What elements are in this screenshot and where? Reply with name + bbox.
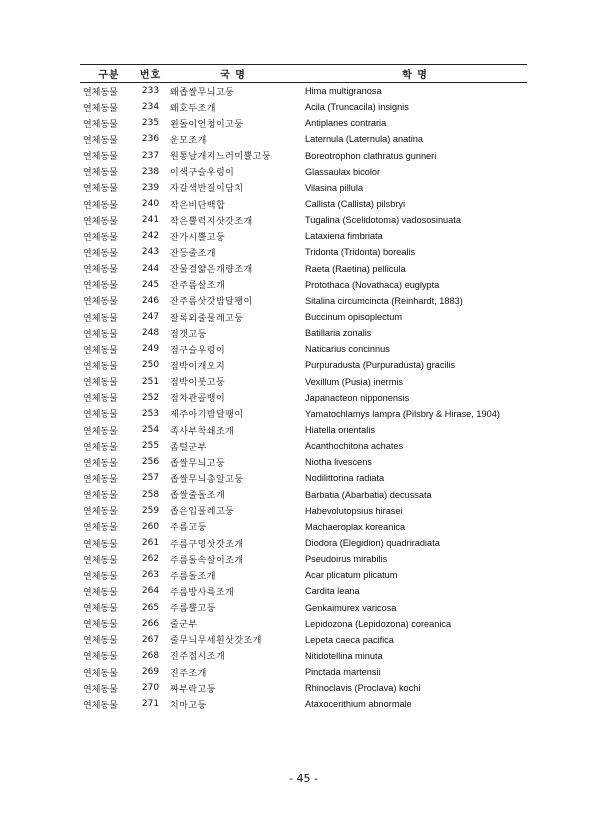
cell-category: 연체동물: [83, 636, 118, 647]
cell-category: 연체동물: [83, 426, 118, 437]
cell-number: 250: [141, 360, 160, 371]
cell-korean-name: 점박이개오지: [170, 361, 226, 372]
cell-scientific-name: Protothaca (Novathaca) euglypta: [305, 279, 440, 290]
cell-korean-name: 잔물결얇은개량조개: [170, 265, 253, 276]
cell-scientific-name: Acar plicatum plicatum: [305, 570, 398, 581]
cell-korean-name: 좁쌀줄돌조개: [170, 491, 226, 502]
cell-korean-name: 제주아기밤달팽이: [170, 410, 244, 421]
table-row: [80, 180, 527, 196]
cell-number: 266: [141, 618, 160, 629]
cell-korean-name: 좁은입물레고둥: [170, 507, 235, 518]
cell-scientific-name: Callista (Callista) pilsbryi: [305, 199, 406, 210]
cell-category: 연체동물: [83, 668, 118, 679]
table-row: [80, 309, 527, 325]
cell-number: 264: [141, 586, 160, 597]
cell-number: 235: [141, 118, 160, 129]
cell-category: 연체동물: [83, 620, 118, 631]
cell-korean-name: 작은비단백합: [170, 200, 226, 211]
cell-korean-name: 진주조개: [170, 668, 207, 679]
cell-korean-name: 줄군부: [170, 620, 198, 631]
cell-number: 265: [141, 602, 160, 613]
table-row: [80, 583, 527, 599]
table-row: [80, 357, 527, 373]
cell-number: 245: [141, 279, 160, 290]
page-number: - 45 -: [289, 772, 318, 785]
cell-number: 253: [141, 408, 160, 419]
cell-scientific-name: Batillaria zonalis: [305, 328, 372, 339]
cell-category: 연체동물: [83, 103, 118, 114]
cell-category: 연체동물: [83, 248, 118, 259]
cell-category: 연체동물: [83, 87, 118, 98]
cell-korean-name: 치마고둥: [170, 700, 207, 711]
header-number: 번호: [138, 65, 163, 83]
cell-number: 249: [141, 344, 160, 355]
cell-category: 연체동물: [83, 555, 118, 566]
cell-scientific-name: Laternula (Laternula) anatina: [305, 134, 423, 145]
cell-category: 연체동물: [83, 297, 118, 308]
table-row: [80, 454, 527, 470]
cell-category: 연체동물: [83, 361, 118, 372]
table-row: [80, 164, 527, 180]
cell-number: 258: [141, 489, 160, 500]
cell-category: 연체동물: [83, 168, 118, 179]
table-row: [80, 228, 527, 244]
cell-number: 238: [141, 166, 160, 177]
cell-scientific-name: Buccinum opisoplectum: [305, 312, 403, 323]
table-row: [80, 131, 527, 147]
table-row: [80, 648, 527, 664]
cell-scientific-name: Sitalina circumcincta (Reinhardt, 1883): [305, 295, 463, 306]
cell-scientific-name: Naticarius concinnus: [305, 344, 390, 355]
cell-number: 254: [141, 425, 160, 436]
cell-category: 연체동물: [83, 474, 118, 485]
cell-korean-name: 주름돌속살이조개: [170, 555, 244, 566]
cell-category: 연체동물: [83, 119, 118, 130]
cell-number: 267: [141, 634, 160, 645]
cell-korean-name: 점박이붓고둥: [170, 378, 226, 389]
cell-number: 261: [141, 538, 160, 548]
cell-korean-name: 주름고둥: [170, 523, 207, 534]
cell-scientific-name: Antiplanes contraria: [305, 118, 387, 129]
cell-category: 연체동물: [83, 587, 118, 598]
cell-category: 연체동물: [83, 232, 118, 243]
cell-korean-name: 자갈색반질이담치: [170, 184, 244, 195]
table-row: [80, 680, 527, 696]
cell-category: 연체동물: [83, 184, 118, 195]
table-header: [80, 65, 527, 83]
cell-korean-name: 점구슬우렁이: [170, 345, 226, 356]
cell-category: 연체동물: [83, 410, 118, 421]
cell-scientific-name: Purpuradusta (Purpuradusta) gracilis: [305, 360, 456, 371]
cell-korean-name: 주름돌조개: [170, 571, 216, 582]
cell-scientific-name: Raeta (Raetina) pellicula: [305, 263, 406, 274]
cell-category: 연체동물: [83, 684, 118, 695]
table-row: [80, 632, 527, 648]
cell-korean-name: 점차관골뱅이: [170, 394, 226, 405]
cell-category: 연체동물: [83, 281, 118, 292]
cell-korean-name: 주름방사륵조개: [170, 587, 235, 598]
cell-korean-name: 잔가시뿔고둥: [170, 232, 226, 243]
cell-category: 연체동물: [83, 394, 118, 405]
table-body: [80, 83, 527, 713]
cell-category: 연체동물: [83, 507, 118, 518]
header-category: 구분: [80, 65, 138, 83]
table-row: [80, 438, 527, 454]
table-row: [80, 244, 527, 260]
cell-korean-name: 진주접시조개: [170, 652, 226, 663]
cell-number: 260: [141, 521, 160, 532]
cell-korean-name: 왜호두조개: [170, 103, 216, 114]
cell-korean-name: 왜좁쌀무늬고둥: [170, 87, 235, 98]
cell-scientific-name: Cardita leana: [305, 586, 360, 597]
cell-scientific-name: Hima multigranosa: [305, 86, 382, 97]
cell-scientific-name: Tugalina (Scelidotoma) vadososinuata: [305, 215, 461, 226]
table-row: [80, 293, 527, 309]
cell-scientific-name: Lepidozona (Lepidozona) coreanica: [305, 618, 452, 629]
cell-number: 237: [141, 150, 160, 161]
cell-scientific-name: Diodora (Elegidion) quadriradiata: [305, 538, 440, 548]
table-row: [80, 535, 527, 551]
cell-category: 연체동물: [83, 442, 118, 453]
cell-number: 263: [141, 570, 160, 581]
cell-korean-name: 점갯고둥: [170, 329, 207, 340]
table-row: [80, 325, 527, 341]
table-row: [80, 503, 527, 519]
cell-category: 연체동물: [83, 571, 118, 582]
cell-scientific-name: Nodilittorina radiata: [305, 473, 385, 484]
cell-scientific-name: Acanthochitona achates: [305, 441, 404, 452]
cell-category: 연체동물: [83, 458, 118, 469]
table-row: [80, 519, 527, 535]
cell-number: 256: [141, 457, 160, 468]
table-row: [80, 374, 527, 390]
cell-scientific-name: Lepeta caeca pacifica: [305, 634, 394, 645]
header-scientific-name: 학 명: [303, 65, 527, 83]
table-row: [80, 83, 527, 100]
cell-number: 259: [141, 505, 160, 516]
table-row: [80, 616, 527, 632]
cell-category: 연체동물: [83, 652, 118, 663]
cell-korean-name: 왼돌이언청이고둥: [170, 119, 244, 130]
cell-category: 연체동물: [83, 265, 118, 276]
cell-korean-name: 좀털군부: [170, 442, 207, 453]
table-row: [80, 277, 527, 293]
cell-scientific-name: Rhinoclavis (Proclava) kochi: [305, 683, 421, 694]
cell-korean-name: 이색구슬우렁이: [170, 168, 235, 179]
cell-scientific-name: Vilasina pillula: [305, 182, 364, 193]
cell-number: 252: [141, 392, 160, 403]
cell-korean-name: 짜부락고둥: [170, 684, 216, 695]
cell-number: 269: [141, 667, 160, 678]
cell-category: 연체동물: [83, 135, 118, 146]
cell-category: 연체동물: [83, 523, 118, 534]
header-korean-name: 국 명: [163, 65, 303, 83]
cell-number: 247: [141, 312, 160, 323]
cell-number: 270: [141, 683, 160, 694]
cell-number: 242: [141, 231, 160, 242]
cell-scientific-name: Pinctada martensii: [305, 667, 381, 678]
cell-number: 248: [141, 328, 160, 339]
cell-category: 연체동물: [83, 152, 118, 163]
cell-korean-name: 원통날개지느러미뿔고둥: [170, 152, 272, 163]
cell-scientific-name: Nitidotellina minuta: [305, 650, 383, 661]
cell-number: 255: [141, 441, 160, 452]
cell-number: 241: [141, 215, 160, 226]
cell-category: 연체동물: [83, 700, 118, 711]
cell-scientific-name: Hiatella orientalis: [305, 425, 375, 436]
table-row: [80, 406, 527, 422]
cell-category: 연체동물: [83, 378, 118, 389]
cell-scientific-name: Habevolutopsius hirasei: [305, 505, 403, 516]
cell-number: 240: [141, 199, 160, 210]
cell-scientific-name: Ataxocerithium abnormale: [305, 699, 412, 710]
table-row: [80, 487, 527, 503]
cell-scientific-name: Niotha livescens: [305, 457, 372, 468]
table-row: [80, 196, 527, 212]
cell-korean-name: 족사부착쇄조개: [170, 426, 235, 437]
table-row: [80, 261, 527, 277]
cell-category: 연체동물: [83, 200, 118, 211]
table-row: [80, 390, 527, 406]
cell-scientific-name: Machaeroplax koreanica: [305, 521, 406, 532]
cell-category: 연체동물: [83, 313, 118, 324]
cell-korean-name: 줄무늬무세흰삿갓조개: [170, 636, 262, 647]
cell-number: 246: [141, 295, 160, 306]
cell-korean-name: 좁쌀무늬고둥: [170, 458, 226, 469]
cell-scientific-name: Barbatia (Abarbatia) decussata: [305, 489, 432, 500]
cell-number: 268: [141, 650, 160, 661]
table-row: [80, 422, 527, 438]
cell-number: 236: [141, 134, 160, 145]
cell-category: 연체동물: [83, 345, 118, 356]
header-row: [80, 65, 527, 83]
table-row: [80, 696, 527, 712]
cell-korean-name: 잔주름살조개: [170, 281, 226, 292]
cell-scientific-name: Acila (Truncacila) insignis: [305, 102, 409, 113]
cell-korean-name: 잔주름삿갓밤달팽이: [170, 297, 253, 308]
cell-number: 257: [141, 473, 160, 484]
cell-scientific-name: Japanacteon nipponensis: [305, 392, 410, 403]
table-row: [80, 567, 527, 583]
cell-number: 244: [141, 263, 160, 274]
cell-category: 연체동물: [83, 491, 118, 502]
cell-scientific-name: Pseudoirus mirabilis: [305, 554, 388, 565]
cell-scientific-name: Tridonta (Tridonta) borealis: [305, 247, 416, 258]
cell-number: 234: [141, 102, 160, 113]
cell-scientific-name: Genkaimurex varicosa: [305, 602, 397, 613]
cell-scientific-name: Boreotrophon clathratus gunneri: [305, 150, 437, 161]
cell-category: 연체동물: [83, 329, 118, 340]
species-table: [80, 64, 527, 712]
cell-scientific-name: Lataxiena fimbriata: [305, 231, 383, 242]
table-row: [80, 148, 527, 164]
table-row: [80, 341, 527, 357]
cell-category: 연체동물: [83, 539, 118, 550]
cell-scientific-name: Glassaulax bicolor: [305, 166, 381, 177]
cell-korean-name: 운모조개: [170, 135, 207, 146]
cell-korean-name: 잔등줄조개: [170, 248, 216, 259]
table-row: [80, 115, 527, 131]
table-row: [80, 600, 527, 616]
cell-category: 연체동물: [83, 216, 118, 227]
cell-korean-name: 잘록외줄물레고둥: [170, 313, 244, 324]
table-row: [80, 664, 527, 680]
table-row: [80, 99, 527, 115]
cell-korean-name: 주름구멍삿갓조개: [170, 539, 244, 550]
cell-number: 243: [141, 247, 160, 258]
cell-scientific-name: Yamatochlamys lampra (Pilsbry & Hirase, 1904): [305, 408, 500, 419]
cell-number: 233: [141, 86, 160, 97]
table-row: [80, 212, 527, 228]
cell-category: 연체동물: [83, 604, 118, 615]
cell-korean-name: 좁쌀무늬총알고둥: [170, 474, 244, 485]
table-row: [80, 470, 527, 486]
cell-korean-name: 작은뿔럭지삿갓조개: [170, 216, 253, 227]
table-row: [80, 551, 527, 567]
cell-number: 239: [141, 182, 160, 193]
cell-korean-name: 주름뿔고둥: [170, 604, 216, 615]
cell-number: 262: [141, 554, 160, 565]
cell-scientific-name: Vexillum (Pusia) inermis: [305, 376, 404, 387]
cell-number: 271: [141, 699, 160, 710]
cell-number: 251: [141, 376, 160, 387]
